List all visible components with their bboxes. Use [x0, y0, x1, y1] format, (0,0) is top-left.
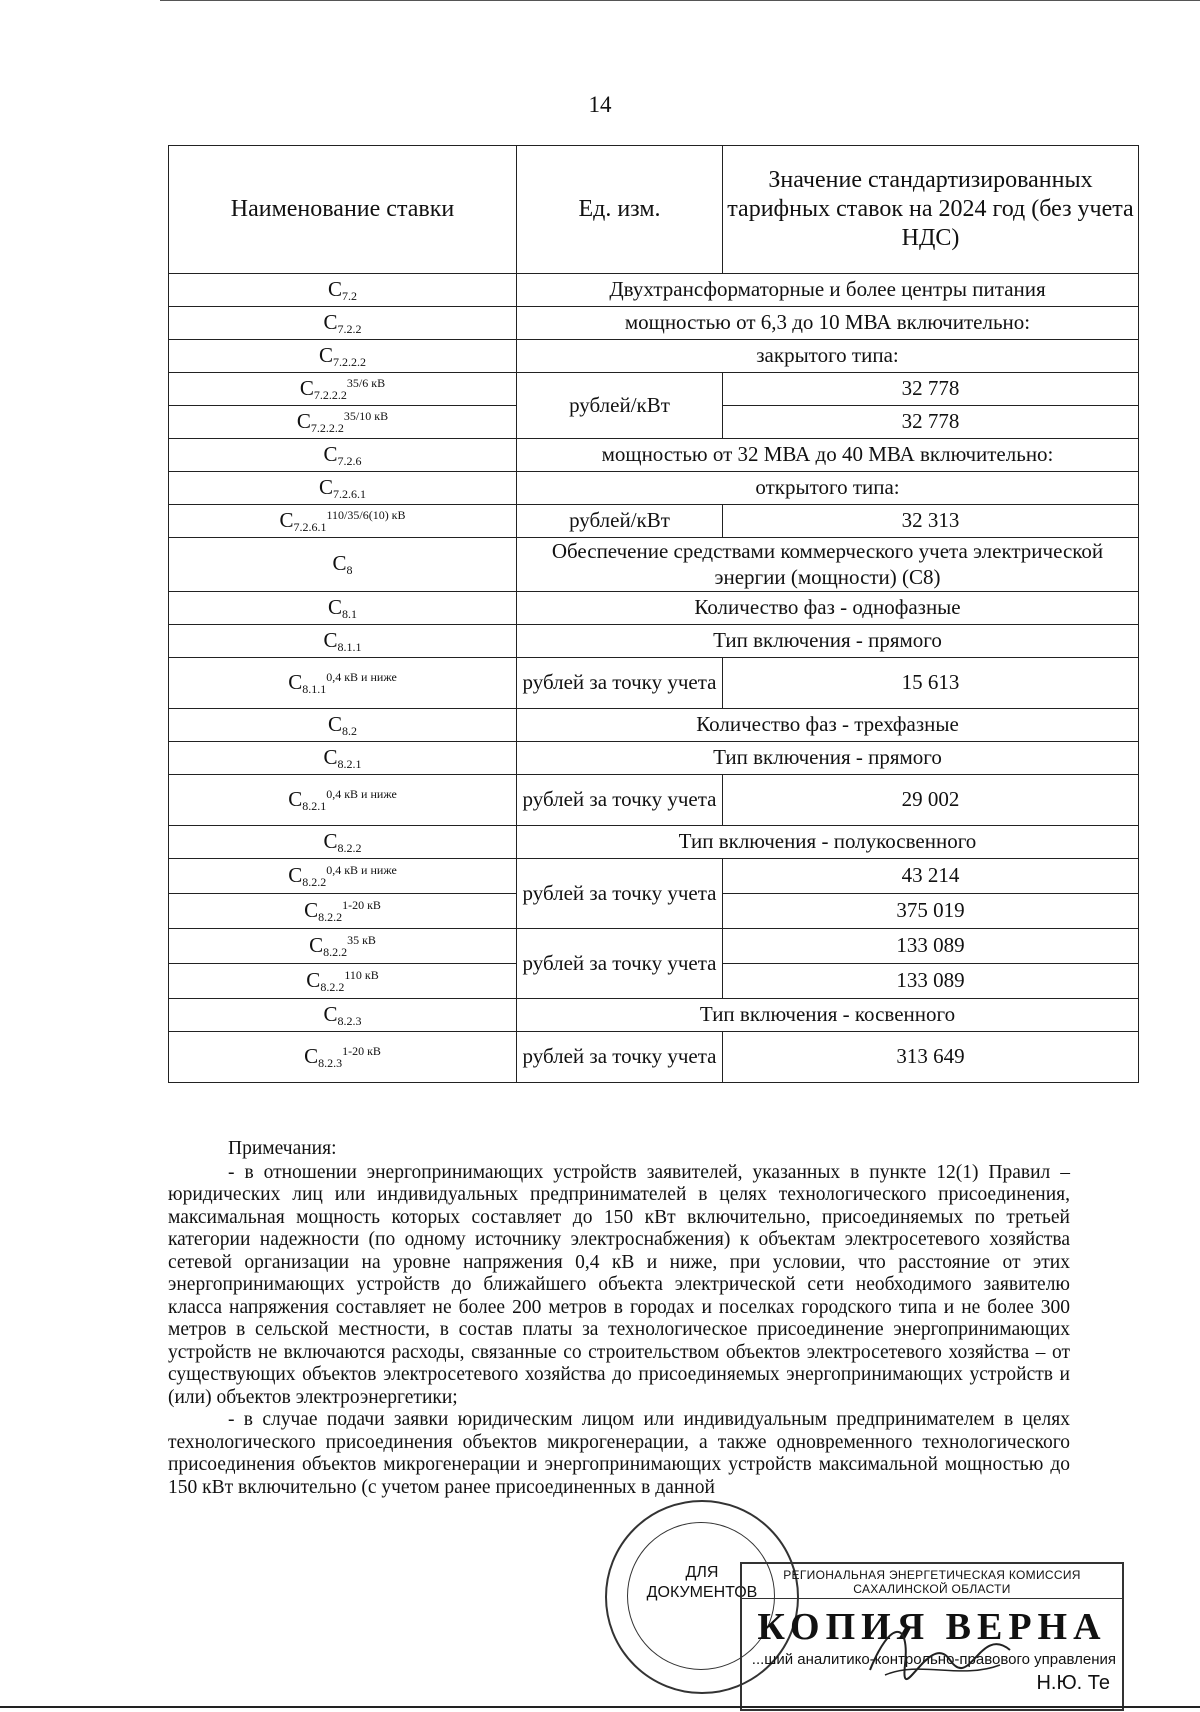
rate-code: $C_{8.1.1}^{0,4 кВ и ниже}$ — [169, 658, 517, 709]
table-header-row — [169, 146, 1139, 274]
rate-code: $C_{7.2.2.2}^{35/6 кВ}$ — [169, 373, 517, 406]
section-title: Тип включения - прямого — [517, 742, 1139, 775]
section-title: Тип включения - прямого — [517, 625, 1139, 658]
table-row — [169, 505, 1139, 538]
table-row — [169, 472, 1139, 505]
rate-code: $C_{8.2.2}^{1-20 кВ}$ — [169, 894, 517, 929]
rate-code: $C_{7.2}$ — [169, 274, 517, 307]
section-title: Двухтрансформаторные и более центры питания — [517, 274, 1139, 307]
value-cell: 29 002 — [723, 775, 1139, 826]
page-number: 14 — [588, 92, 612, 117]
section-title: закрытого типа: — [517, 340, 1139, 373]
value-cell: 32 778 — [723, 406, 1139, 439]
notes-section — [168, 1138, 1070, 1499]
stamp-organization: РЕГИОНАЛЬНАЯ ЭНЕРГЕТИЧЕСКАЯ КОМИССИЯ САХАЛИНСКОЙ ОБЛАСТИ — [742, 1568, 1122, 1599]
unit-cell: рублей за точку учета — [517, 1032, 723, 1083]
table-row — [169, 775, 1139, 826]
handwritten-signature — [860, 1610, 1020, 1690]
seal-text-line: ДЛЯ — [685, 1564, 719, 1581]
table-row — [169, 709, 1139, 742]
value-cell: 32 778 — [723, 373, 1139, 406]
rate-code: $C_{8.2.2}^{0,4 кВ и ниже}$ — [169, 859, 517, 894]
section-title: Обеспечение средствами коммерческого учета электрической энергии (мощности) (C8) — [517, 538, 1139, 592]
rate-code: $C_{8.2.1}^{0,4 кВ и ниже}$ — [169, 775, 517, 826]
table-row — [169, 826, 1139, 859]
unit-cell: рублей/кВт — [517, 505, 723, 538]
unit-cell: рублей за точку учета — [517, 859, 723, 929]
table-row — [169, 929, 1139, 964]
seal-text-line: ДОКУМЕНТОВ — [646, 1584, 758, 1601]
table-row — [169, 274, 1139, 307]
rate-code: $C_{8.2.3}$ — [169, 999, 517, 1032]
header-rate-name: Наименование ставки — [169, 146, 517, 274]
table-row — [169, 859, 1139, 894]
rate-code: $C_{7.2.2.2}^{35/10 кВ}$ — [169, 406, 517, 439]
section-title: Тип включения - полукосвенного — [517, 826, 1139, 859]
rate-code: $C_{8.1.1}$ — [169, 625, 517, 658]
table-row — [169, 439, 1139, 472]
table-row — [169, 1032, 1139, 1083]
top-edge-line — [160, 0, 1200, 1]
value-cell: 43 214 — [723, 859, 1139, 894]
stamp-title: КОПИЯ ВЕРНА — [757, 1606, 1107, 1648]
rate-code: $C_{7.2.6.1}^{110/35/6(10) кВ}$ — [169, 505, 517, 538]
table-row — [169, 538, 1139, 592]
notes-title: Примечания: — [228, 1138, 337, 1159]
header-unit: Ед. изм. — [517, 146, 723, 274]
rate-code: $C_{7.2.6}$ — [169, 439, 517, 472]
rate-code: $C_8$ — [169, 538, 517, 592]
table-row — [169, 999, 1139, 1032]
section-title: Количество фаз - трехфазные — [517, 709, 1139, 742]
section-title: мощностью от 32 МВА до 40 МВА включительно: — [517, 439, 1139, 472]
value-cell: 15 613 — [723, 658, 1139, 709]
value-cell: 375 019 — [723, 894, 1139, 929]
rate-code: $C_{8.1}$ — [169, 592, 517, 625]
value-cell: 313 649 — [723, 1032, 1139, 1083]
unit-cell: рублей за точку учета — [517, 658, 723, 709]
section-title: открытого типа: — [517, 472, 1139, 505]
unit-cell: рублей/кВт — [517, 373, 723, 439]
rate-code: $C_{7.2.2}$ — [169, 307, 517, 340]
tariff-table — [168, 145, 1139, 1083]
rate-code: $C_{8.2}$ — [169, 709, 517, 742]
value-cell: 133 089 — [723, 964, 1139, 999]
unit-cell: рублей за точку учета — [517, 929, 723, 999]
stamp-signer-name: Н.Ю. Те — [1036, 1672, 1110, 1694]
table-row — [169, 625, 1139, 658]
rate-code: $C_{8.2.2}$ — [169, 826, 517, 859]
section-title: Количество фаз - однофазные — [517, 592, 1139, 625]
unit-cell: рублей за точку учета — [517, 775, 723, 826]
rate-code: $C_{8.2.2}^{110 кВ}$ — [169, 964, 517, 999]
rate-code: $C_{7.2.2.2}$ — [169, 340, 517, 373]
table-row — [169, 373, 1139, 406]
value-cell: 32 313 — [723, 505, 1139, 538]
rate-code: $C_{8.2.3}^{1-20 кВ}$ — [169, 1032, 517, 1083]
bottom-edge-line — [0, 1706, 1200, 1708]
table-row — [169, 742, 1139, 775]
section-title: Тип включения - косвенного — [517, 999, 1139, 1032]
table-row — [169, 592, 1139, 625]
value-cell: 133 089 — [723, 929, 1139, 964]
note-paragraph: - в случае подачи заявки юридическим лицом или индивидуальным предпринимателем в целях технологического присоединения объектов микрогенерации, а также одновременного технологического присоединения объектов микрогенерации и энергопринимающих устройств максимальной мощностью до 150 кВт включительно (с учетом ранее присоединенных в данной — [168, 1409, 1070, 1498]
rate-code: $C_{8.2.1}$ — [169, 742, 517, 775]
table-row — [169, 340, 1139, 373]
section-title: мощностью от 6,3 до 10 МВА включительно: — [517, 307, 1139, 340]
stamp-position: ...ший аналитико-контрольно-правового управления — [751, 1651, 1116, 1668]
table-row — [169, 307, 1139, 340]
rate-code: $C_{8.2.2}^{35 кВ}$ — [169, 929, 517, 964]
header-value: Значение стандартизированных тарифных ставок на 2024 год (без учета НДС) — [723, 146, 1139, 274]
table-row — [169, 658, 1139, 709]
rate-code: $C_{7.2.6.1}$ — [169, 472, 517, 505]
note-paragraph: - в отношении энергопринимающих устройств заявителей, указанных в пункте 12(1) Правил – юридических лиц или индивидуальных предпринимателей в целях технологического присоединения, максимальная мощность которых составляет до 150 кВт включительно, присоединяемых по третьей категории надежности (по одному источнику электроснабжения) к объектам электросетевого хозяйства сетевой организации на уровне напряжения 0,4 кВ и ниже, при условии, что расстояние от этих энергопринимающих устройств до ближайшего объекта электрической сети необходимого заявителю класса напряжения составляет не более 200 метров в городах и поселках городского типа и не более 300 метров в сельской местности, в состав платы за технологическое присоединение энергопринимающих устройств не включаются расходы, связанные со строительством объектов электросетевого хозяйства – от существующих объектов электросетевого хозяйства до присоединяемых энергопринимающих устройств и (или) объектов электроэнергетики; — [168, 1161, 1070, 1408]
